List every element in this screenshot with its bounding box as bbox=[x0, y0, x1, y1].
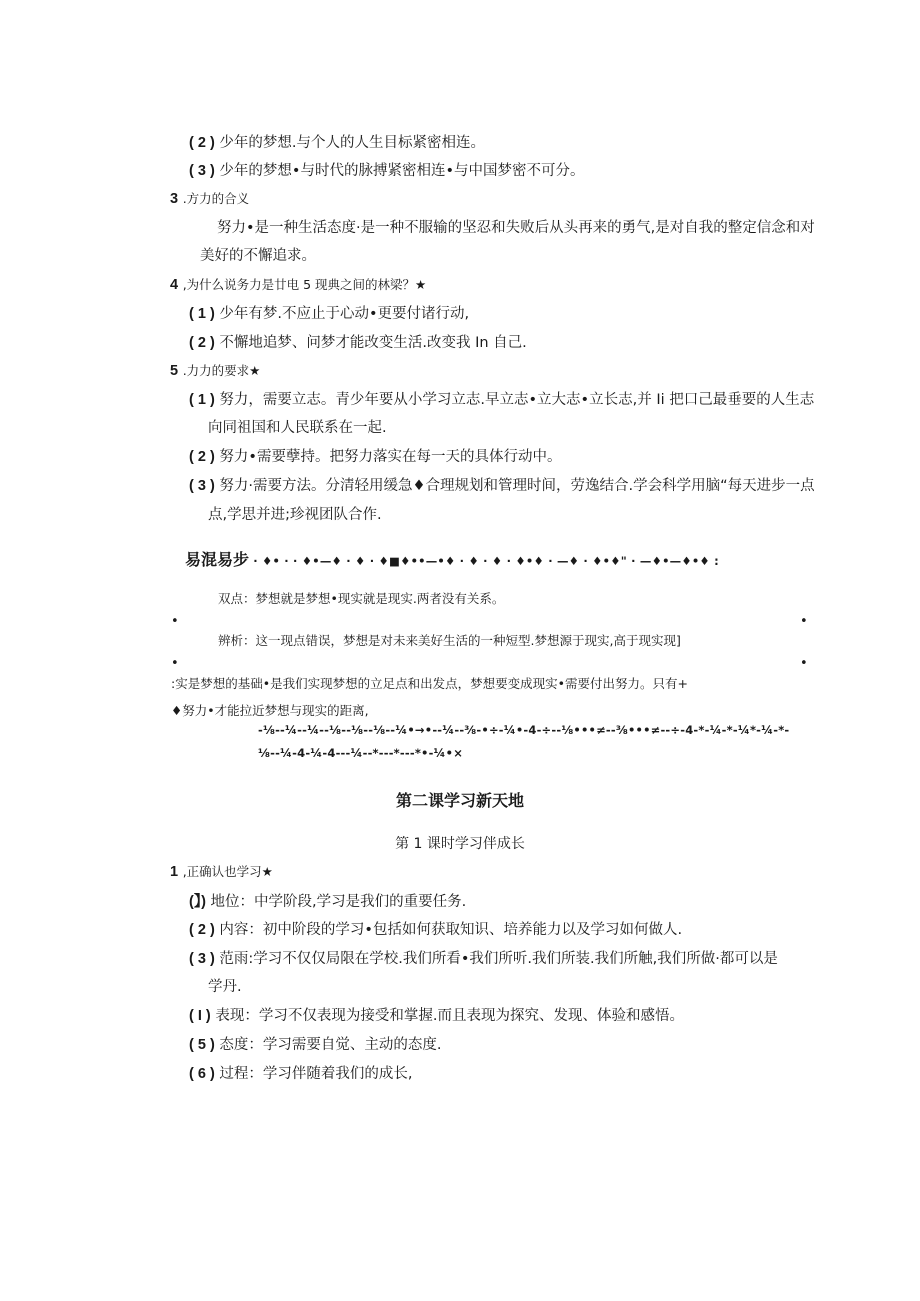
item-text: 少年的梦想.与个人的人生目标紧密相连。 bbox=[219, 135, 485, 151]
list-item bbox=[189, 1064, 413, 1084]
section-heading bbox=[170, 361, 260, 381]
list-item bbox=[189, 1035, 442, 1055]
list-item bbox=[189, 476, 815, 496]
section-heading bbox=[170, 275, 426, 295]
viewpoint-text: 双点：梦想就是梦想•现实就是现实.两者没有关系。 bbox=[218, 591, 505, 606]
list-item bbox=[189, 892, 466, 912]
section-number: 5 bbox=[170, 363, 179, 379]
confusion-heading bbox=[185, 550, 719, 571]
list-item bbox=[189, 304, 469, 324]
section-title: .方力的合义 bbox=[182, 191, 250, 206]
item-text-cont: 向同祖国和人民联系在一起. bbox=[208, 420, 387, 436]
analysis-cont-2: ♦努力•才能拉近梦想与现实的距离, bbox=[171, 703, 369, 718]
item-text: 努力•需要孽持。把努力落实在每一天的具体行动中。 bbox=[219, 449, 562, 465]
list-item bbox=[189, 1006, 684, 1026]
item-number: ( 2 ) bbox=[189, 449, 215, 465]
item-number: ( 3 ) bbox=[189, 951, 215, 967]
bullet-right-2: • bbox=[800, 656, 808, 671]
list-item bbox=[189, 920, 682, 940]
bullet-left-1: • bbox=[171, 614, 179, 629]
lesson-subtitle: 第 1 课时学习伴成长 bbox=[395, 836, 525, 852]
item-text: 地位：中学阶段,学习是我们的重要任务. bbox=[210, 894, 467, 910]
item-number: ( 1 ) bbox=[189, 306, 215, 322]
section-heading bbox=[170, 189, 249, 209]
section-number: 4 bbox=[170, 277, 179, 293]
item-text: 努力·需要方法。分清轻用缓急♦合理规划和管理时间，劳逸结合.学会科学用脑“每天进步一点 bbox=[219, 478, 815, 494]
item-number: ( 5 ) bbox=[189, 1037, 215, 1053]
decorative-symbols: · ♦• · · ♦•—♦ · ♦ · ♦■♦••—•♦ · ♦ · ♦ · ♦•♦ · —♦ · ♦•♦" · —♦•—♦•♦ : bbox=[249, 554, 719, 568]
item-number: ( I ) bbox=[189, 1008, 211, 1024]
item-text-cont: 点,学思并进;珍视团队合作. bbox=[208, 507, 382, 523]
item-text: 少年有梦.不应止于心动•更要付诸行动, bbox=[219, 306, 470, 322]
list-item bbox=[189, 133, 485, 153]
section-heading bbox=[170, 862, 273, 882]
paragraph-line: 美好的不懈追求。 bbox=[200, 248, 316, 264]
item-text: 过程：学习伴随着我们的成长, bbox=[219, 1066, 413, 1082]
list-item bbox=[189, 333, 527, 353]
item-text: 努力，需要立志。青少年要从小学习立志.早立志•立大志•立长志,并 Ii 把口己最垂要的人生志 bbox=[219, 392, 815, 408]
item-number: ( 6 ) bbox=[189, 1066, 215, 1082]
section-title: ,正确认也学习★ bbox=[182, 864, 273, 879]
symbol-row-2: ⅛--¼-4-¼-4---¼--*---*---*•-¼•× bbox=[258, 746, 464, 760]
item-text: 少年的梦想•与时代的脉搏紧密相连•与中国梦密不可分。 bbox=[219, 163, 585, 179]
item-text: 表现：学习不仅表现为接受和掌握.而且表现为探究、发现、体验和感悟。 bbox=[215, 1008, 684, 1024]
list-item bbox=[189, 447, 561, 467]
item-text-cont: 学丹. bbox=[208, 979, 242, 995]
item-number: ( 2 ) bbox=[189, 922, 215, 938]
section-number: 1 bbox=[170, 864, 179, 880]
lesson-title: 第二课学习新天地 bbox=[395, 791, 524, 810]
bullet-left-2: • bbox=[171, 656, 179, 671]
item-number: (】) bbox=[189, 894, 206, 910]
confusion-title: 易混易步 bbox=[185, 550, 250, 569]
list-item bbox=[189, 949, 778, 969]
item-number: ( 2 ) bbox=[189, 335, 215, 351]
item-text: 范雨:学习不仅仅局限在学校.我们所看•我们所听.我们所装.我们所触,我们所做·都可以是 bbox=[219, 951, 778, 967]
item-number: ( 2 ) bbox=[189, 135, 215, 151]
item-text: 态度：学习需要自觉、主动的态度. bbox=[219, 1037, 442, 1053]
bullet-right-1: • bbox=[800, 614, 808, 629]
section-number: 3 bbox=[170, 191, 179, 207]
item-text: 内容：初中阶段的学习•包括如何获取知识、培养能力以及学习如何做人. bbox=[219, 922, 683, 938]
list-item bbox=[189, 390, 814, 410]
list-item bbox=[189, 161, 585, 181]
item-text: 不懈地追梦、问梦才能改变生活.改变我 In 自己. bbox=[219, 335, 527, 351]
analysis-text: 辨析：这一现点错误，梦想是对未来美好生活的一种短型.梦想源于现实,高于现实现] bbox=[218, 633, 681, 648]
paragraph-line: 努力•是一种生活态度·是一种不服输的坚忍和失败后从头再来的勇气,是对自我的整定信念和对 bbox=[217, 220, 815, 236]
symbol-row-1: -⅛--¼--¼--⅛--⅛--⅛--¼•→•--¼--⅜-•÷-¼•-4-÷--⅛•••≠--⅜•••≠--÷-4-*-¼-*-¼*-¼-*- bbox=[258, 723, 790, 737]
section-title: .力力的要求★ bbox=[182, 363, 261, 378]
item-number: ( 1 ) bbox=[189, 392, 215, 408]
item-number: ( 3 ) bbox=[189, 163, 215, 179]
analysis-cont-1: :实是梦想的基础•是我们实现梦想的立足点和出发点，梦想要变成现实•需要付出努力。只有+ bbox=[171, 676, 688, 691]
item-number: ( 3 ) bbox=[189, 478, 215, 494]
section-title: ,为什么说务力是廿电 5 现典之间的林梁？★ bbox=[182, 277, 427, 292]
